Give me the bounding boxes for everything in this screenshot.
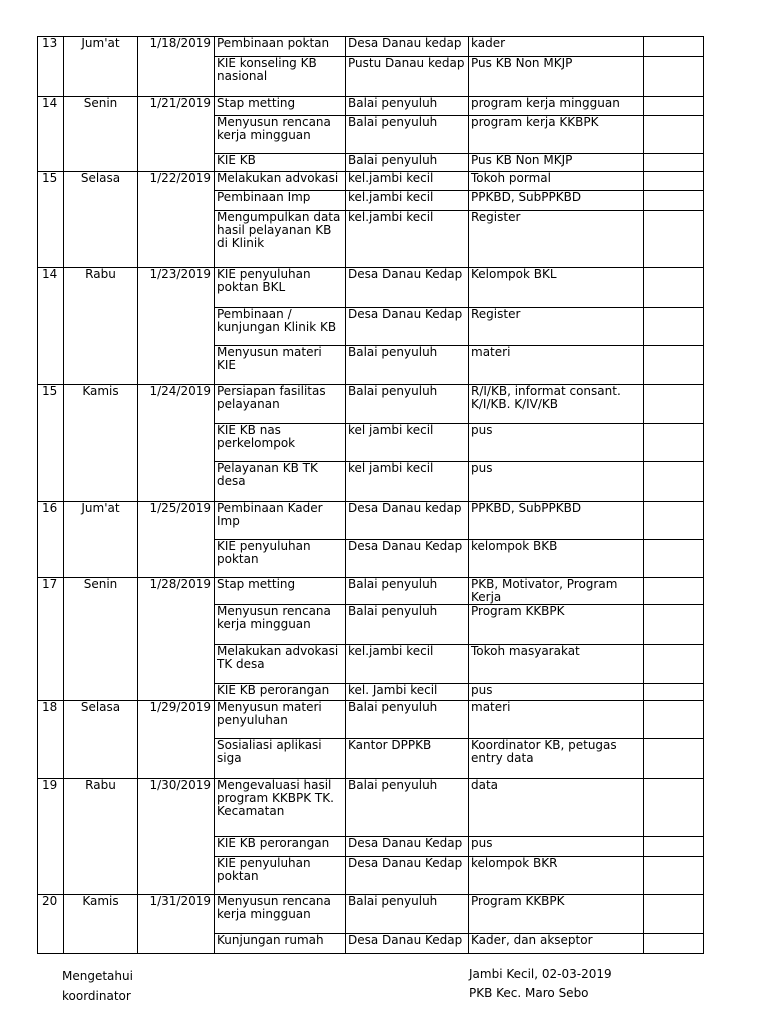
empty-cell [644,172,704,191]
location-cell: kel.jambi kecil [346,211,469,268]
activity-cell: Menyusun rencana kerja mingguan [215,605,346,645]
row-number: 14 [38,97,64,172]
activity-date: 1/22/2019 [138,172,215,268]
target-cell: data [469,779,644,837]
target-cell: Tokoh pormal [469,172,644,191]
row-number: 17 [38,578,64,701]
target-cell: Pus KB Non MKJP [469,154,644,172]
table-row [38,779,704,837]
target-cell: pus [469,462,644,502]
table-row [38,172,704,191]
location-cell: Balai penyuluh [346,116,469,154]
row-number: 13 [38,37,64,97]
activity-cell: Melakukan advokasi [215,172,346,191]
empty-cell [644,701,704,739]
target-cell: kelompok BKB [469,540,644,578]
target-cell: program kerja mingguan [469,97,644,116]
day-name: Kamis [64,895,138,954]
location-cell: Kantor DPPKB [346,739,469,779]
empty-cell [644,385,704,424]
activity-cell: Menyusun materi penyuluhan [215,701,346,739]
location-cell: Balai penyuluh [346,578,469,605]
day-name: Jum'at [64,37,138,97]
location-cell: kel jambi kecil [346,462,469,502]
target-cell: Program KKBPK [469,895,644,934]
activity-date: 1/24/2019 [138,385,215,502]
location-cell: Desa Danau Kedap [346,308,469,346]
target-cell: program kerja KKBPK [469,116,644,154]
activity-cell: Kunjungan rumah [215,934,346,954]
empty-cell [644,934,704,954]
location-cell: Balai penyuluh [346,154,469,172]
day-name: Jum'at [64,502,138,578]
target-cell: pus [469,837,644,857]
location-cell: Balai penyuluh [346,97,469,116]
activity-date: 1/31/2019 [138,895,215,954]
row-number: 18 [38,701,64,779]
target-cell: Koordinator KB, petugas entry data [469,739,644,779]
activity-date: 1/30/2019 [138,779,215,895]
location-cell: kel. Jambi kecil [346,684,469,701]
table-row [38,578,704,605]
activity-cell: Pelayanan KB TK desa [215,462,346,502]
activity-cell: Stap metting [215,578,346,605]
empty-cell [644,97,704,116]
table-row [38,268,704,308]
row-number: 19 [38,779,64,895]
empty-cell [644,116,704,154]
empty-cell [644,462,704,502]
empty-cell [644,346,704,385]
target-cell: PKB, Motivator, Program Kerja [469,578,644,605]
location-cell: Desa Danau kedap [346,502,469,540]
location-cell: Balai penyuluh [346,385,469,424]
activity-date: 1/29/2019 [138,701,215,779]
footer-signature-block [469,965,612,1003]
empty-cell [644,57,704,97]
empty-cell [644,895,704,934]
location-cell: Pustu Danau kedap [346,57,469,97]
activity-cell: KIE penyuluhan poktan [215,540,346,578]
activity-cell: KIE penyuluhan poktan [215,857,346,895]
empty-cell [644,37,704,57]
activity-date: 1/23/2019 [138,268,215,385]
activity-cell: Menyusun materi KIE [215,346,346,385]
target-cell: Kader, dan akseptor [469,934,644,954]
location-cell: kel.jambi kecil [346,645,469,684]
activity-cell: KIE KB perorangan [215,837,346,857]
location-cell: kel.jambi kecil [346,172,469,191]
target-cell: PPKBD, SubPPKBD [469,191,644,211]
row-number: 15 [38,172,64,268]
activity-cell: KIE KB nas perkelompok [215,424,346,462]
target-cell: Register [469,211,644,268]
location-cell: Balai penyuluh [346,895,469,934]
empty-cell [644,645,704,684]
empty-cell [644,837,704,857]
footer-place-date: Jambi Kecil, 02-03-2019 [469,967,612,981]
target-cell: kader [469,37,644,57]
row-number: 15 [38,385,64,502]
target-cell: materi [469,701,644,739]
footer-acknowledged-label: Mengetahui [62,969,133,983]
day-name: Rabu [64,268,138,385]
day-name: Senin [64,97,138,172]
row-number: 14 [38,268,64,385]
target-cell: kelompok BKR [469,857,644,895]
empty-cell [644,424,704,462]
target-cell: R/I/KB, informat consant. K/I/KB. K/IV/KB [469,385,644,424]
location-cell: kel.jambi kecil [346,191,469,211]
location-cell: Desa Danau Kedap [346,857,469,895]
location-cell: Desa Danau Kedap [346,268,469,308]
empty-cell [644,605,704,645]
empty-cell [644,268,704,308]
target-cell: Register [469,308,644,346]
location-cell: Desa Danau kedap [346,37,469,57]
activity-cell: Menyusun rencana kerja mingguan [215,895,346,934]
target-cell: pus [469,424,644,462]
activity-cell: Stap metting [215,97,346,116]
location-cell: Desa Danau Kedap [346,934,469,954]
target-cell: Kelompok BKL [469,268,644,308]
day-name: Kamis [64,385,138,502]
activity-cell: Menyusun rencana kerja mingguan [215,116,346,154]
activity-table-body [38,37,704,954]
activity-cell: Persiapan fasilitas pelayanan [215,385,346,424]
activity-cell: Pembinaan Kader Imp [215,502,346,540]
target-cell: Pus KB Non MKJP [469,57,644,97]
activity-cell: Pembinaan / kunjungan Klinik KB [215,308,346,346]
target-cell: Tokoh masyarakat [469,645,644,684]
empty-cell [644,739,704,779]
location-cell: Balai penyuluh [346,346,469,385]
empty-cell [644,154,704,172]
activity-date: 1/28/2019 [138,578,215,701]
activity-cell: Pembinaan Imp [215,191,346,211]
activity-cell: Sosialiasi aplikasi siga [215,739,346,779]
target-cell: Program KKBPK [469,605,644,645]
activity-cell: Pembinaan poktan [215,37,346,57]
table-row [38,385,704,424]
empty-cell [644,540,704,578]
activity-cell: KIE KB [215,154,346,172]
activity-cell: Melakukan advokasi TK desa [215,645,346,684]
day-name: Rabu [64,779,138,895]
empty-cell [644,191,704,211]
target-cell: pus [469,684,644,701]
table-row [38,37,704,57]
activity-cell: KIE konseling KB nasional [215,57,346,97]
day-name: Senin [64,578,138,701]
target-cell: materi [469,346,644,385]
activity-table [37,36,704,954]
day-name: Selasa [64,172,138,268]
activity-date: 1/21/2019 [138,97,215,172]
day-name: Selasa [64,701,138,779]
location-cell: Balai penyuluh [346,701,469,739]
location-cell: kel jambi kecil [346,424,469,462]
footer-coordinator-label: koordinator [62,989,131,1003]
location-cell: Desa Danau Kedap [346,540,469,578]
activity-date: 1/18/2019 [138,37,215,97]
activity-cell: KIE KB perorangan [215,684,346,701]
activity-cell: Mengumpulkan data hasil pelayanan KB di Klinik [215,211,346,268]
empty-cell [644,857,704,895]
row-number: 20 [38,895,64,954]
empty-cell [644,684,704,701]
table-row [38,895,704,934]
empty-cell [644,578,704,605]
footer-signer-title: PKB Kec. Maro Sebo [469,986,589,1000]
empty-cell [644,779,704,837]
activity-cell: Mengevaluasi hasil program KKBPK TK. Kecamatan [215,779,346,837]
location-cell: Desa Danau Kedap [346,837,469,857]
activity-date: 1/25/2019 [138,502,215,578]
empty-cell [644,211,704,268]
table-row [38,97,704,116]
empty-cell [644,308,704,346]
activity-cell: KIE penyuluhan poktan BKL [215,268,346,308]
row-number: 16 [38,502,64,578]
location-cell: Balai penyuluh [346,779,469,837]
target-cell: PPKBD, SubPPKBD [469,502,644,540]
table-row [38,701,704,739]
footer-acknowledgement [62,966,133,1006]
empty-cell [644,502,704,540]
table-row [38,502,704,540]
location-cell: Balai penyuluh [346,605,469,645]
